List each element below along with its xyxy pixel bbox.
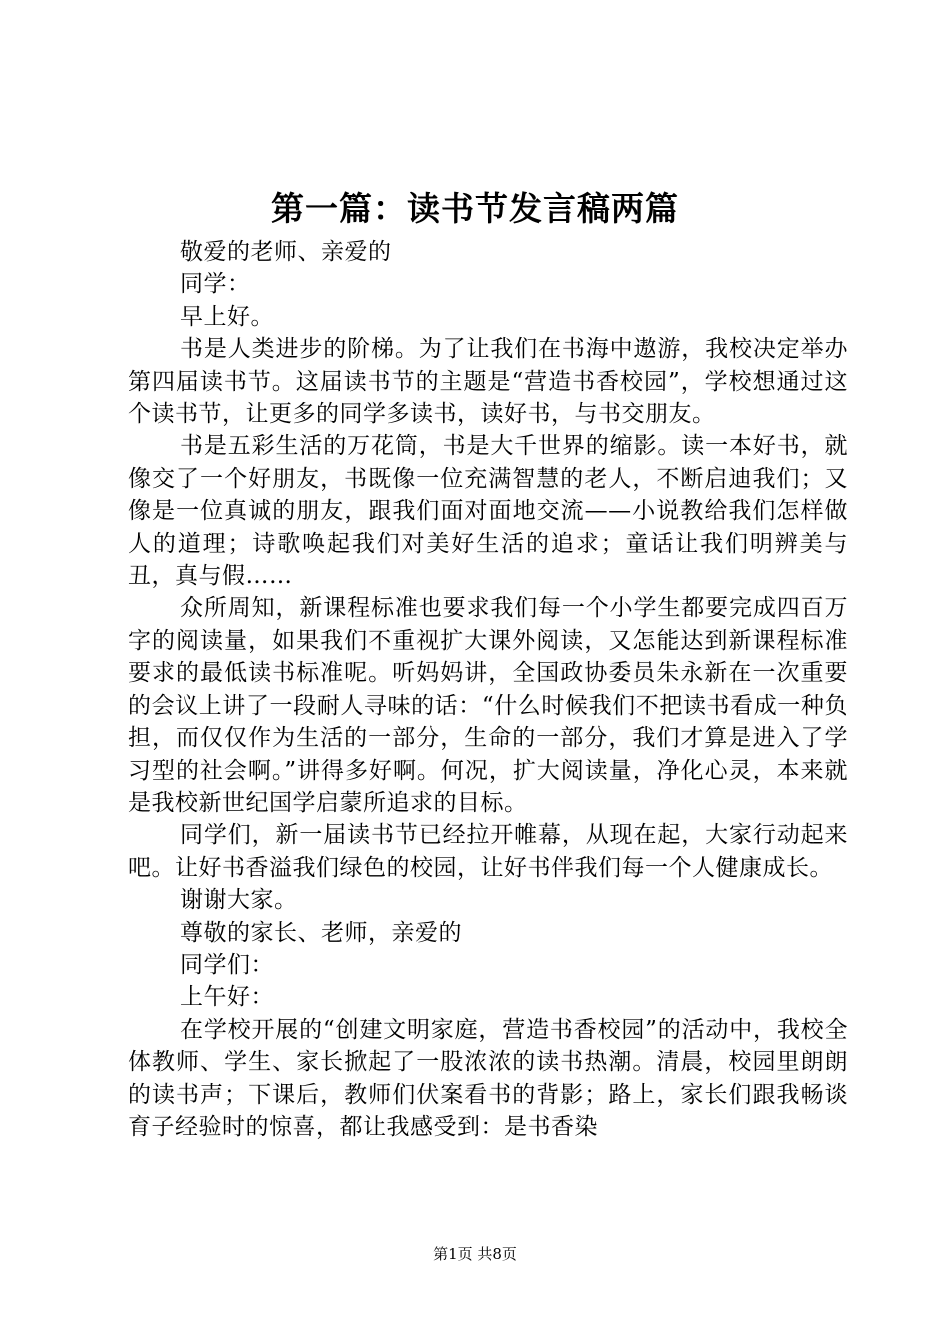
- page-number-footer: 第1页 共8页: [433, 1245, 517, 1263]
- paragraph: 同学：: [180, 271, 251, 298]
- paragraph: 敬爱的老师、亲爱的: [180, 239, 392, 265]
- paragraph: 上午好：: [180, 984, 274, 1011]
- document-title: 第一篇：读书节发言稿两篇: [271, 189, 679, 228]
- paragraph: 早上好。: [180, 303, 274, 330]
- paragraph: 尊敬的家长、老师，亲爱的: [180, 919, 462, 946]
- paragraph: 谢谢大家。: [180, 887, 298, 914]
- paragraph: 书是人类进步的阶梯。为了让我们在书海中遨游，我校决定举办第四届读书节。这届读书节的主题是“营造书香校园”，学校想通过这个读书节，让更多的同学多读书，读好书，与书交朋友。: [128, 336, 848, 428]
- paragraph: 众所周知，新课程标准也要求我们每一个小学生都要完成四百万字的阅读量，如果我们不重视扩大课外阅读，又怎能达到新课程标准要求的最低读书标准呢。听妈妈讲，全国政协委员朱永新在一次重要的会议上讲了一段耐人寻味的话：“什么时候我们不把读书看成一种负担，而仅仅作为生活的一部分，生命的一部分，我们才算是进入了学习型的社会啊。”讲得多好啊。何况，扩大阅读量，净化心灵，本来就是我校新世纪国学启蒙所追求的目标。: [128, 595, 848, 816]
- paragraph: 同学们，新一届读书节已经拉开帷幕，从现在起，大家行动起来吧。让好书香溢我们绿色的校园，让好书伴我们每一个人健康成长。: [128, 822, 848, 881]
- document-body: [128, 236, 848, 1143]
- paragraph: 书是五彩生活的万花筒，书是大千世界的缩影。读一本好书，就像交了一个好朋友，书既像一位充满智慧的老人，不断启迪我们；又像是一位真诚的朋友，跟我们面对面地交流——小说教给我们怎样做人的道理；诗歌唤起我们对美好生活的追求；童话让我们明辨美与丑，真与假……: [128, 433, 848, 590]
- paragraph: 同学们：: [180, 951, 274, 978]
- paragraph: 在学校开展的“创建文明家庭，营造书香校园”的活动中，我校全体教师、学生、家长掀起了一股浓浓的读书热潮。清晨，校园里朗朗的读书声；下课后，教师们伏案看书的背影；路上，家长们跟我畅谈育子经验时的惊喜，都让我感受到：是书香染: [128, 1016, 848, 1140]
